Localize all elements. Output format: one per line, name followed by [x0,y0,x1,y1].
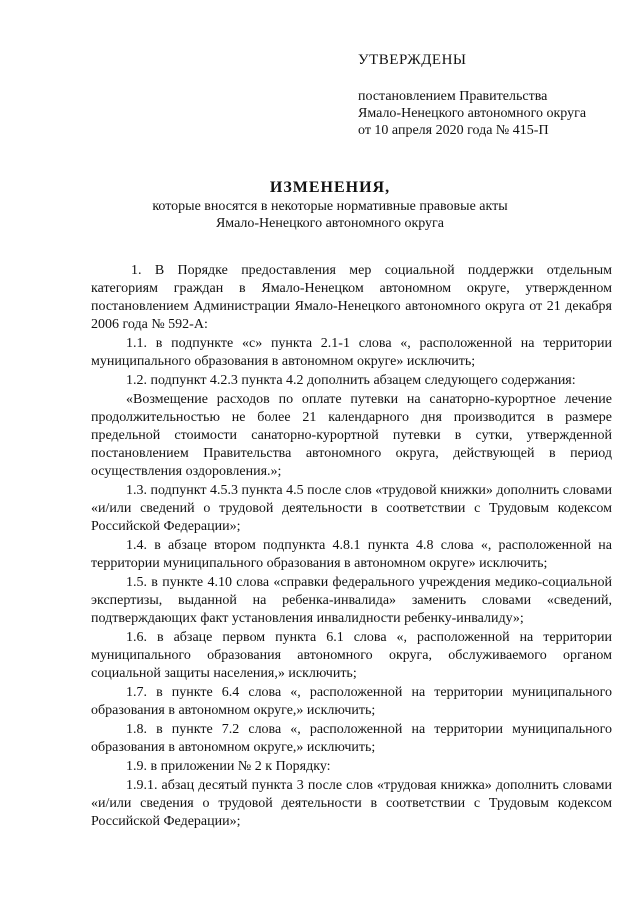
paragraph: 1.3. подпункт 4.5.3 пункта 4.5 после слов «трудовой книжки» дополнить словами «и/или сведений о трудовой деятельности в соответствии с Трудовым кодексом Российской Федерации»; [91,483,612,534]
paragraph: 1.5. в пункте 4.10 слова «справки федерального учреждения медико-социальной экспертизы, выданной на ребенка-инвалида» заменить словами «сведений, подтверждающих факт установления инвалидности ребенку-инвалиду»; [91,575,612,626]
paragraph: 1.2. подпункт 4.2.3 пункта 4.2 дополнить абзацем следующего содержания: [126,373,576,388]
document-subtitle: Ямало-Ненецкого автономного округа [215,216,445,231]
approval-block [358,52,628,139]
paragraph: 1.1. в подпункте «с» пункта 2.1-1 слова «, расположенной на территории муниципального образования в автономном округе» исключить; [91,336,612,369]
document-title-block [90,178,570,232]
paragraph: 1.9. в приложении № 2 к Порядку: [126,759,331,774]
document-subtitle: которые вносятся в некоторые нормативные правовые акты [152,199,508,214]
approval-line: от 10 апреля 2020 года № 415-П [358,123,549,138]
approval-line: постановлением Правительства [358,89,548,104]
approval-line: Ямало-Ненецкого автономного округа [358,106,587,121]
document-title: ИЗМЕНЕНИЯ, [269,179,391,196]
paragraph: 1. В Порядке предоставления мер социальной поддержки отдельным категориям граждан в Ямало-Ненецком автономном округе, утвержденном постановлением Администрации Ямало-Ненецкого автономного округа от 21 декабря 2006 года № 592-А: [91,263,612,332]
paragraph: 1.6. в абзаце первом пункта 6.1 слова «, расположенной на территории муниципального образования автономного округа, обслуживаемого органом социальной защиты населения,» исключить; [91,630,612,681]
paragraph: 1.4. в абзаце втором подпункта 4.8.1 пункта 4.8 слова «, расположенной на территории муниципального образования в автономном округе» исключить; [91,538,612,571]
paragraph: 1.9.1. абзац десятый пункта 3 после слов «трудовая книжка» дополнить словами «и/или сведения о трудовой деятельности в соответствии с Трудовым кодексом Российской Федерации»; [91,778,612,829]
document-body [91,262,612,831]
paragraph: 1.7. в пункте 6.4 слова «, расположенной на территории муниципального образования в автономном округе,» исключить; [91,685,612,718]
approval-heading: УТВЕРЖДЕНЫ [358,52,467,68]
paragraph: «Возмещение расходов по оплате путевки на санаторно-курортное лечение продолжительностью не более 21 календарного дня производится в размере предельной стоимости санаторно-курортной путевки в сутки, утвержденной постановлением Правительства автономного округа, действующей в период осуществления оздоровления.»; [91,392,612,479]
paragraph: 1.8. в пункте 7.2 слова «, расположенной на территории муниципального образования в автономном округе,» исключить; [91,722,612,755]
